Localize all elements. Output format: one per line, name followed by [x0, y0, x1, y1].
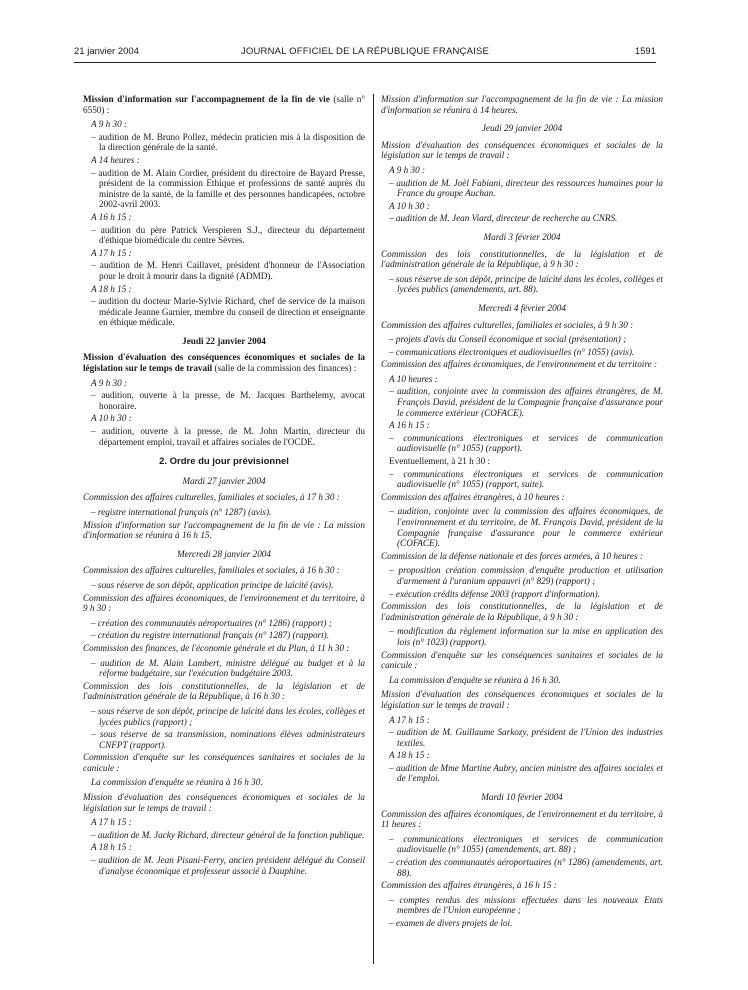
committee-paragraph: Commission d'enquête sur les conséquences sanitaires et sociales de la canicule :: [381, 649, 663, 671]
committee-paragraph: Commission des affaires économiques, de l'environnement et du territoire, à 9 h 30 :: [83, 592, 365, 614]
date-heading: Mardi 10 février 2004: [481, 792, 563, 803]
list-item: – audition, conjointe avec la commission des affaires économiques, de l'environnement et du territoire, de M. François David, président de la Compagnie française d'assurance pour le commerce extérieur (COFACE).: [389, 506, 663, 549]
committee-paragraph: Mission d'évaluation des conséquences économiques et sociales de la législation sur le temps de travail :: [381, 139, 663, 161]
section-heading: 2. Ordre du jour prévisionnel: [159, 456, 289, 468]
list-item: – sous réserve de sa transmission, nominations élèves administrateurs CNFPT (rapport).: [91, 729, 365, 750]
committee-paragraph: Mission d'évaluation des conséquences économiques et sociales de la législation sur le temps de travail :: [83, 792, 365, 813]
list-item: – sous réserve de son dépôt, application principe de laïcité (avis).: [91, 579, 334, 590]
date-heading: Jeudi 29 janvier 2004: [481, 123, 563, 134]
right-column: [381, 94, 663, 931]
list-item: – audition de Mme Martine Aubry, ancien ministre des affaires sociales et de l'emploi.: [389, 762, 663, 784]
time-label: A 10 heures :: [389, 373, 438, 384]
list-item: – sous réserve de son dépôt, principe de laïcité dans les écoles, collèges et lycées publics (amendements, art. 88).: [389, 273, 663, 295]
list-item: – création du registre international français (n° 1287) (rapport).: [91, 630, 330, 641]
time-label: A 18 h 15 :: [91, 283, 132, 294]
committee-paragraph: Mission d'information sur l'accompagnement de la fin de vie : La mission d'information se réunira à 14 heures.: [381, 94, 663, 115]
date-heading: Jeudi 22 janvier 2004: [182, 335, 266, 346]
session-note: La commission d'enquête se réunira à 16 h 30.: [389, 674, 561, 685]
list-item: – audition de M. Joël Fabiani, directeur des ressources humaines pour la France du groupe Auchan.: [389, 177, 663, 199]
page-header: [74, 46, 656, 62]
committee-paragraph: Commission des lois constitutionnelles, de la législation et de l'administration générale de la République, à 16 h 30 :: [83, 680, 365, 702]
committee-paragraph: Mission d'évaluation des conséquences économiques et sociales de la législation sur le temps de travail :: [381, 689, 663, 710]
time-label: Eventuellement, à 21 h 30 :: [389, 456, 491, 467]
time-label: A 10 h 30 :: [91, 413, 132, 424]
list-item: – audition de M. Jacky Richard, directeur général de la fonction publique.: [91, 829, 365, 840]
time-label: A 18 h 15 :: [389, 750, 430, 761]
time-label: A 10 h 30 :: [389, 200, 430, 211]
list-item: – audition, ouverte à la presse, de M. Jacques Barthelemy, avocat honoraire.: [91, 390, 365, 411]
committee-paragraph: Commission de la défense nationale et des forces armées, à 10 heures :: [381, 550, 643, 561]
list-item: – audition de M. Alain Cordier, président du directoire de Bayard Presse, président de la commission Ethique et professions de santé auprès du ministre de la santé, de la famille et des personnes handicapées, octobre 2002-avril 2003.: [91, 167, 365, 210]
list-item: – examen de divers projets de loi.: [389, 918, 513, 928]
list-item: – audition de M. Bruno Pollez, médecin praticien mis à la disposition de la direction générale de la santé.: [91, 131, 365, 153]
time-label: A 17 h 15 :: [389, 714, 430, 725]
time-label: A 16 h 15 :: [389, 420, 430, 431]
committee-paragraph: Mission d'information sur l'accompagnement de la fin de vie : La mission d'information se réunira à 16 h 15.: [83, 519, 365, 541]
time-label: A 9 h 30 :: [389, 164, 426, 175]
committee-paragraph: Commission des affaires étrangères, à 16 h 15 :: [381, 880, 557, 891]
list-item: – audition de M. Jean Pisani-Ferry, ancien président délégué du Conseil d'analyse économique et professeur associé à Dauphine.: [91, 855, 365, 876]
list-item: – audition de M. Alain Lambert, ministre délégué au budget et à la réforme budgétaire, sur l'exécution budgétaire 2003.: [91, 657, 365, 679]
list-item: – exécution crédits défense 2003 (rapport d'information).: [389, 588, 600, 599]
list-item: – création des communautés aéroportuaires (n° 1286) (rapport) ;: [91, 617, 332, 628]
committee-paragraph: Commission des finances, de l'économie générale et du Plan, à 11 h 30 :: [83, 642, 350, 653]
list-item: – communications électroniques et services de communication audiovisuelle (n° 1055) (amendements, art. 88) ;: [389, 833, 663, 855]
list-item: – registre international français (n° 1287) (avis).: [91, 507, 272, 517]
list-item: – audition, conjointe avec la commission des affaires étrangères, de M. François David, président de la Compagnie française d'assurance pour le commerce extérieur (COFACE).: [389, 386, 663, 418]
date-heading: Mardi 27 janvier 2004: [182, 475, 266, 486]
date-heading: Mardi 3 février 2004: [483, 231, 561, 242]
header-rule: [74, 62, 656, 63]
time-label: A 16 h 15 :: [91, 211, 132, 222]
date-heading: Mercredi 28 janvier 2004: [177, 548, 271, 559]
list-item: – communications électroniques et services de communication audiovisuelle (n° 1055) (rapport).: [389, 432, 663, 454]
left-column: [83, 94, 365, 878]
session-note: La commission d'enquête se réunira à 16 h 30.: [91, 777, 263, 788]
list-item: – communications électroniques et services de communication audiovisuelle (n° 1055) (rapport, suite).: [389, 468, 663, 490]
list-item: – projets d'avis du Conseil économique et social (présentation) ;: [389, 334, 627, 345]
time-label: A 9 h 30 :: [91, 119, 128, 130]
list-item: – comptes rendus des missions effectuées dans les nouveaux Etats membres de l'Union européenne ;: [389, 894, 663, 916]
time-label: A 17 h 15 :: [91, 247, 132, 258]
list-item: – proposition création commission d'enquête production et utilisation d'armement à l'uranium appauvri (n° 829) (rapport) ;: [389, 565, 663, 586]
list-item: – création des communautés aéroportuaires (n° 1286) (amendements, art. 88).: [389, 857, 663, 878]
header-title: JOURNAL OFFICIEL DE LA RÉPUBLIQUE FRANÇAISE: [240, 46, 490, 57]
committee-paragraph: Commission des lois constitutionnelles, de la législation et de l'administration générale de la République, à 9 h 30 :: [381, 248, 663, 270]
time-label: A 17 h 15 :: [91, 817, 132, 828]
committee-paragraph: Commission des affaires économiques, de l'environnement et du territoire :: [381, 359, 658, 370]
committee-paragraph: Commission des affaires culturelles, familiales et sociales, à 17 h 30 :: [83, 492, 340, 503]
committee-paragraph: Commission des affaires économiques, de l'environnement et du territoire, à 11 heures :: [381, 808, 663, 830]
page-number: 1591: [634, 46, 656, 57]
column-divider: [373, 94, 374, 964]
list-item: – sous réserve de son dépôt, principe de laïcité dans les écoles, collèges et lycées publics (rapport) ;: [91, 705, 365, 727]
committee-paragraph: Commission d'enquête sur les conséquences sanitaires et sociales de la canicule :: [83, 752, 365, 773]
list-item: – audition du père Patrick Verspieren S.J., directeur du département d'éthique biomédicale du centre Sèvres.: [91, 224, 365, 246]
committee-paragraph: Commission des affaires étrangères, à 10 heures :: [381, 491, 565, 502]
time-label: A 14 heures :: [91, 154, 140, 165]
header-date: 21 janvier 2004: [74, 46, 139, 57]
list-item: – audition du docteur Marie-Sylvie Richard, chef de service de la maison médicale Jeanne Garnier, membre du conseil de direction et enseignante en éthique médicale.: [91, 296, 365, 328]
list-item: – modification du règlement information sur la mise en application des lois (n° 1023) (rapport).: [389, 626, 663, 647]
mission-heading: Mission d'évaluation des conséquences économiques et sociales de la législation sur le temps de travail (salle de la commission des finances) :: [83, 352, 365, 374]
committee-paragraph: Commission des affaires culturelles, familiales et sociales, à 9 h 30 :: [381, 319, 634, 330]
list-item: – audition de M. Jean Viard, directeur de recherche au CNRS.: [389, 213, 618, 224]
list-item: – audition, ouverte à la presse, de M. John Martin, directeur du département emploi, travail et affaires sociales de l'OCDE.: [91, 426, 365, 447]
mission-heading: Mission d'information sur l'accompagnement de la fin de vie (salle n° 6550) :: [83, 94, 365, 115]
time-label: A 18 h 15 :: [91, 842, 132, 853]
committee-paragraph: Commission des affaires culturelles, familiales et sociales, à 16 h 30 :: [83, 565, 340, 576]
time-label: A 9 h 30 :: [91, 377, 128, 388]
committee-paragraph: Commission des lois constitutionnelles, de la législation et de l'administration générale de la République, à 9 h 30 :: [381, 601, 663, 622]
list-item: – communications électroniques et audiovisuelles (n° 1055) (avis).: [389, 346, 635, 357]
list-item: – audition de M. Guillaume Sarkozy, président de l'Union des industries textiles.: [389, 727, 663, 748]
date-heading: Mercredi 4 février 2004: [478, 302, 566, 313]
list-item: – audition de M. Henri Caillavet, président d'honneur de l'Association pour le droit à mourir dans la dignité (ADMD).: [91, 260, 365, 281]
